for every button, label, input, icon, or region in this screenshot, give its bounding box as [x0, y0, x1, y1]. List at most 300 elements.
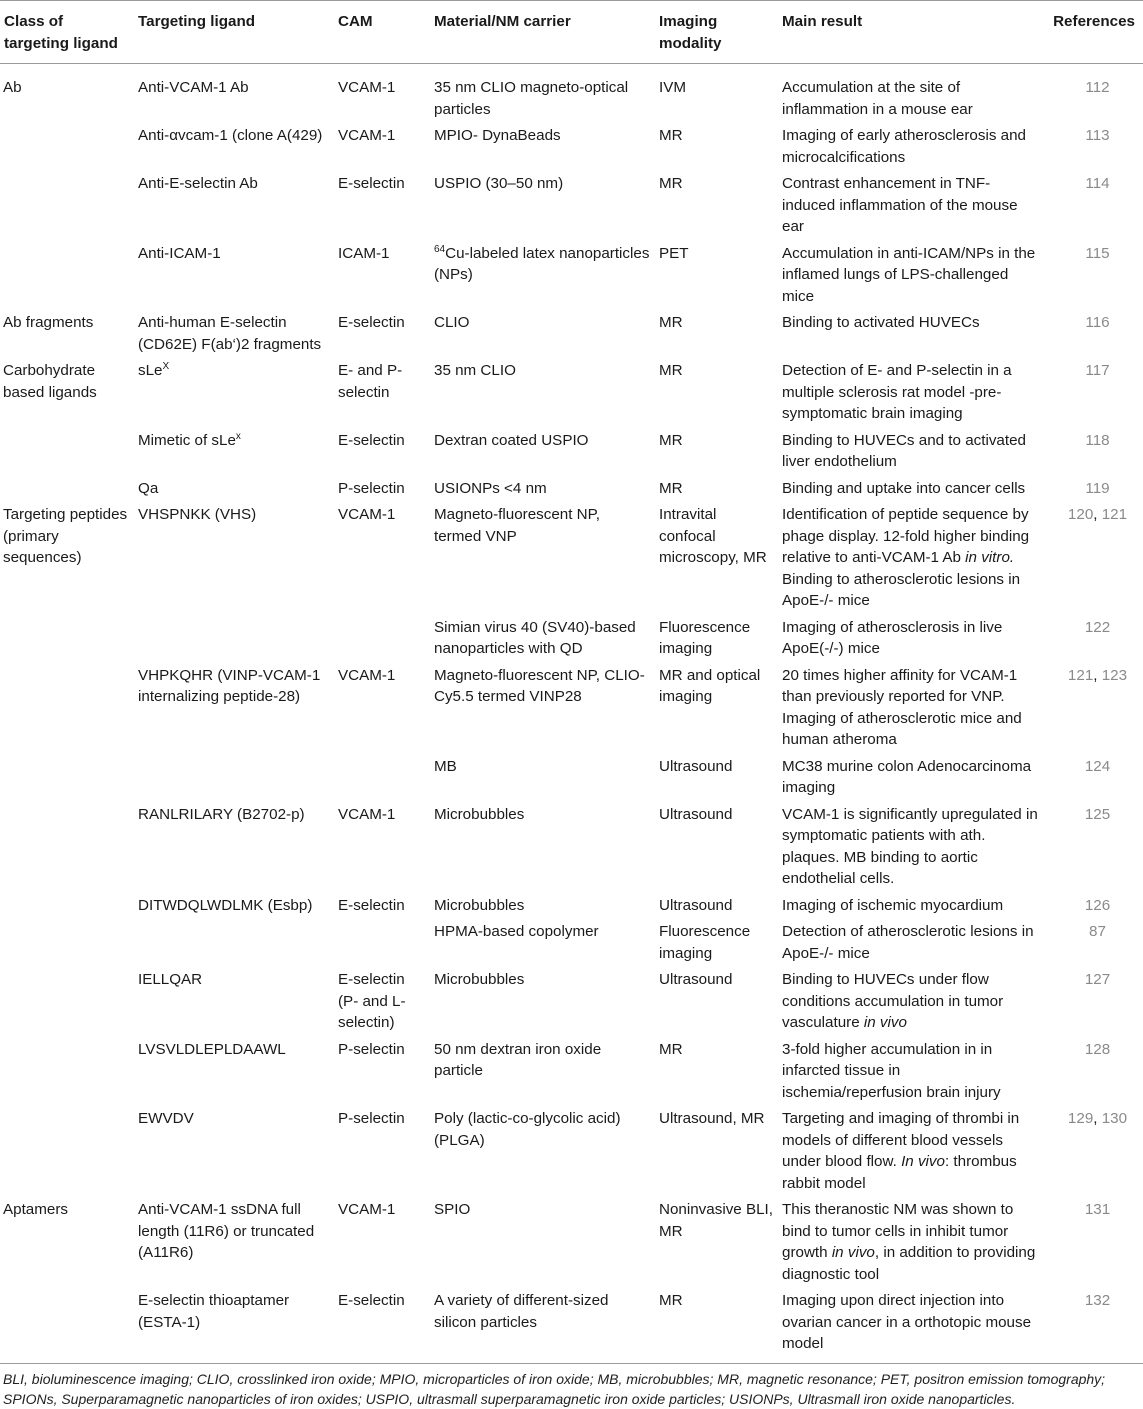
cell-references — [1042, 475, 1143, 502]
cell-ligand — [134, 1196, 334, 1287]
carrier-text: MB — [434, 757, 457, 775]
carrier-text: Cu-labeled latex nanoparticles (NPs) — [434, 244, 650, 283]
cell-result — [778, 309, 1042, 357]
cell-imaging — [655, 501, 778, 614]
cell-class — [0, 1196, 134, 1287]
table-row — [0, 1105, 1143, 1196]
cell-cam — [334, 892, 430, 919]
reference-link[interactable]: 131 — [1084, 1201, 1111, 1218]
cell-cam — [334, 427, 430, 475]
imaging-text: MR — [659, 175, 683, 192]
reference-link[interactable]: 120 — [1067, 506, 1094, 523]
cell-class — [0, 122, 134, 170]
cell-imaging — [655, 122, 778, 170]
header-imaging: Imaging modality — [655, 1, 778, 64]
cell-carrier — [430, 427, 655, 475]
cell-references — [1042, 892, 1143, 919]
cell-result — [778, 1287, 1042, 1363]
cam-text: VCAM-1 — [338, 127, 396, 144]
cell-references — [1042, 170, 1143, 240]
cell-references — [1042, 1287, 1143, 1363]
cam-text: E- and P-selectin — [338, 362, 403, 401]
cell-references — [1042, 64, 1143, 123]
cell-imaging — [655, 892, 778, 919]
cell-cam — [334, 662, 430, 753]
cell-result — [778, 501, 1042, 614]
reference-link[interactable]: 121 — [1067, 666, 1094, 684]
ligand-superscript: X — [162, 360, 170, 372]
table-header — [0, 1, 1143, 64]
reference-link[interactable]: 126 — [1084, 896, 1111, 914]
cell-result — [778, 918, 1042, 966]
cell-ligand — [134, 1105, 334, 1196]
cell-carrier — [430, 240, 655, 310]
table-row — [0, 614, 1143, 662]
cam-text: E-selectin — [338, 175, 405, 192]
cam-text: VCAM-1 — [338, 79, 396, 96]
cell-ligand — [134, 122, 334, 170]
cell-cam — [334, 309, 430, 357]
cell-ligand — [134, 753, 334, 801]
result-text: Binding to HUVECs under flow conditions accumulation in tumor vasculature — [782, 971, 1004, 1031]
cell-references — [1042, 309, 1143, 357]
cell-imaging — [655, 614, 778, 662]
cell-class — [0, 1036, 134, 1106]
cell-cam — [334, 1196, 430, 1287]
cell-carrier — [430, 918, 655, 966]
cell-imaging — [655, 1036, 778, 1106]
cell-imaging — [655, 1196, 778, 1287]
cell-cam — [334, 170, 430, 240]
imaging-text: MR and optical imaging — [659, 666, 761, 705]
carrier-text: Magneto-fluorescent NP, CLIO-Cy5.5 termed VINP28 — [434, 666, 645, 705]
class-text: Targeting peptides (primary sequences) — [3, 506, 128, 566]
cell-ligand — [134, 918, 334, 966]
cell-class — [0, 662, 134, 753]
result-text: VCAM-1 is significantly upregulated in symptomatic patients with ath. plaques. MB binding to aortic endothelial cells. — [782, 805, 1038, 887]
ligand-text: Anti-VCAM-1 ssDNA full length (11R6) or truncated (A11R6) — [138, 1201, 315, 1261]
cell-references: 120, 121 — [1067, 506, 1128, 523]
result-text: Detection of atherosclerotic lesions in ApoE-/- mice — [782, 923, 1034, 962]
cell-carrier — [430, 614, 655, 662]
table-row — [0, 64, 1143, 123]
cell-ligand — [134, 1287, 334, 1363]
cell-class — [0, 427, 134, 475]
reference-link[interactable]: 121 — [1101, 506, 1128, 523]
cell-references — [1042, 427, 1143, 475]
imaging-text: MR — [659, 479, 683, 497]
imaging-text: IVM — [659, 79, 687, 96]
reference-link[interactable]: 132 — [1084, 1292, 1111, 1309]
table-row — [0, 475, 1143, 502]
imaging-text: Noninvasive BLI, MR — [659, 1201, 773, 1240]
carrier-text: Microbubbles — [434, 971, 525, 988]
cam-text: VCAM-1 — [338, 1201, 396, 1218]
cell-class — [0, 966, 134, 1036]
reference-link[interactable]: 117 — [1085, 362, 1110, 379]
cell-carrier — [430, 1196, 655, 1287]
cell-ligand — [134, 892, 334, 919]
reference-link[interactable]: 112 — [1085, 79, 1110, 96]
cell-class — [0, 475, 134, 502]
cam-text: VCAM-1 — [338, 506, 396, 523]
ligand-text: RANLRILARY (B2702-p) — [138, 805, 305, 823]
cell-ligand — [134, 64, 334, 123]
cell-result — [778, 240, 1042, 310]
carrier-superscript: 64 — [434, 243, 446, 255]
cell-imaging — [655, 1105, 778, 1196]
cell-result — [778, 892, 1042, 919]
cell-ligand — [134, 309, 334, 357]
ligand-text: Anti-E-selectin Ab — [138, 175, 258, 192]
cell-imaging — [655, 240, 778, 310]
table-row — [0, 1287, 1143, 1363]
reference-link[interactable]: 119 — [1085, 479, 1110, 497]
reference-link[interactable]: 127 — [1084, 971, 1111, 988]
result-emphasis: in vivo — [863, 1014, 907, 1031]
cam-text: P-selectin — [338, 479, 405, 497]
ligand-text: Anti-human E-selectin (CD62E) F(ab‘)2 fragments — [138, 314, 322, 353]
imaging-text: MR — [659, 1292, 683, 1309]
carrier-text: Simian virus 40 (SV40)-based nanoparticles with QD — [434, 618, 636, 657]
cell-class — [0, 501, 134, 614]
result-text: Binding and uptake into cancer cells — [782, 479, 1026, 497]
cell-class — [0, 170, 134, 240]
cell-cam — [334, 1105, 430, 1196]
cell-cam — [334, 1287, 430, 1363]
cell-result — [778, 753, 1042, 801]
ligand-text: Anti-VCAM-1 Ab — [138, 79, 249, 96]
cell-cam — [334, 475, 430, 502]
table-row — [0, 662, 1143, 753]
cell-ligand — [134, 357, 334, 427]
imaging-text: Fluorescence imaging — [659, 923, 751, 962]
cell-result — [778, 801, 1042, 892]
cell-class — [0, 240, 134, 310]
cell-references — [1042, 240, 1143, 310]
imaging-text: Ultrasound, MR — [659, 1110, 765, 1127]
table-row — [0, 427, 1143, 475]
ligand-text: LVSVLDLEPLDAAWL — [138, 1040, 286, 1058]
table-row — [0, 501, 1143, 614]
cell-result — [778, 170, 1042, 240]
cell-result — [778, 662, 1042, 753]
reference-link[interactable]: 125 — [1084, 805, 1111, 823]
result-tail: , in addition to providing diagnostic tool — [782, 1244, 1036, 1283]
reference-link[interactable]: 129 — [1067, 1110, 1094, 1127]
ligand-text: DITWDQLWDLMK (Esbp) — [138, 896, 313, 914]
cell-references — [1042, 614, 1143, 662]
cell-carrier — [430, 1036, 655, 1106]
cell-cam — [334, 357, 430, 427]
carrier-text: A variety of different-sized silicon particles — [434, 1292, 609, 1331]
cell-carrier — [430, 892, 655, 919]
imaging-text: Ultrasound — [659, 971, 733, 988]
carrier-text: Dextran coated USPIO — [434, 431, 589, 449]
cell-cam — [334, 501, 430, 614]
cell-ligand — [134, 662, 334, 753]
cell-references — [1042, 801, 1143, 892]
carrier-text: SPIO — [434, 1201, 471, 1218]
reference-link[interactable]: 124 — [1084, 757, 1111, 775]
result-text: This theranostic NM was shown to bind to tumor cells in inhibit tumor growth — [782, 1201, 1014, 1261]
cell-result — [778, 64, 1042, 123]
cell-result — [778, 614, 1042, 662]
table-body — [0, 64, 1143, 1364]
cell-result — [778, 475, 1042, 502]
cell-carrier — [430, 170, 655, 240]
result-tail: Binding to atherosclerotic lesions in ApoE-/- mice — [782, 570, 1021, 609]
result-text: 3-fold higher accumulation in in infarcted tissue in ischemia/reperfusion brain injury — [782, 1040, 1001, 1101]
cam-text: E-selectin — [338, 1292, 405, 1309]
cell-result — [778, 427, 1042, 475]
cell-class — [0, 64, 134, 123]
cell-class — [0, 892, 134, 919]
table-row — [0, 892, 1143, 919]
table-row — [0, 1196, 1143, 1287]
result-text: MC38 murine colon Adenocarcinoma imaging — [782, 757, 1032, 796]
cell-references — [1042, 918, 1143, 966]
result-text: Accumulation at the site of inflammation in a mouse ear — [782, 79, 973, 118]
imaging-text: Ultrasound — [659, 805, 733, 823]
table-row — [0, 240, 1143, 310]
cell-imaging — [655, 427, 778, 475]
cell-result — [778, 966, 1042, 1036]
ligand-text: IELLQAR — [138, 971, 203, 988]
carrier-text: Magneto-fluorescent NP, termed VNP — [434, 506, 601, 545]
carrier-text: USIONPs <4 nm — [434, 479, 547, 497]
cell-carrier — [430, 122, 655, 170]
cell-carrier — [430, 966, 655, 1036]
reference-link[interactable]: 113 — [1085, 127, 1110, 144]
cell-cam — [334, 801, 430, 892]
table-row — [0, 122, 1143, 170]
ligand-text: EWVDV — [138, 1110, 194, 1127]
result-emphasis: in vitro. — [965, 549, 1015, 566]
result-text: Targeting and imaging of thrombi in models of different blood vessels under blood flow. — [782, 1110, 1020, 1170]
carrier-text: 50 nm dextran iron oxide particle — [434, 1040, 602, 1079]
header-cam: CAM — [334, 1, 430, 64]
cam-text: E-selectin — [338, 431, 405, 449]
imaging-text: Intravital confocal microscopy, MR — [659, 506, 767, 566]
ligand-text: Qa — [138, 479, 159, 497]
class-text: Ab — [3, 79, 22, 96]
cell-ligand — [134, 427, 334, 475]
imaging-text: MR — [659, 362, 683, 379]
ligand-text: sLe — [138, 362, 163, 379]
table-row — [0, 170, 1143, 240]
imaging-text: Ultrasound — [659, 896, 733, 914]
cell-class — [0, 357, 134, 427]
ligand-text: Anti-αvcam-1 (clone A(429) — [138, 127, 323, 144]
header-row — [0, 1, 1143, 64]
cell-references: 121, 123 — [1067, 666, 1128, 684]
cell-result — [778, 1036, 1042, 1106]
cell-cam — [334, 966, 430, 1036]
cell-references — [1042, 753, 1143, 801]
cell-carrier — [430, 501, 655, 614]
result-text: Imaging upon direct injection into ovarian cancer in a orthotopic mouse model — [782, 1292, 1032, 1352]
header-result: Main result — [778, 1, 1042, 64]
cell-imaging — [655, 170, 778, 240]
carrier-text: Microbubbles — [434, 805, 525, 823]
result-text: Imaging of early atherosclerosis and microcalcifications — [782, 127, 1026, 166]
table-row — [0, 918, 1143, 966]
cell-carrier — [430, 1287, 655, 1363]
header-carrier: Material/NM carrier — [430, 1, 655, 64]
cell-carrier — [430, 801, 655, 892]
carrier-text: Microbubbles — [434, 896, 525, 914]
carrier-text: MPIO- DynaBeads — [434, 127, 561, 144]
cell-carrier — [430, 475, 655, 502]
cell-imaging — [655, 475, 778, 502]
cell-ligand — [134, 801, 334, 892]
cell-ligand — [134, 475, 334, 502]
cell-cam — [334, 240, 430, 310]
reference-link[interactable]: 114 — [1085, 175, 1110, 192]
cell-ligand — [134, 614, 334, 662]
cell-carrier — [430, 662, 655, 753]
table-footnote: BLI, bioluminescence imaging; CLIO, crosslinked iron oxide; MPIO, microparticles of iron oxide; MB, microbubbles; MR, magnetic resonance; PET, positron emission tomography; SPIONs, Superparamagnetic nanoparticles of iron oxides; USPIO, ultrasmall superparamagnetic iron oxide particles; USIONPs, Ultrasmall iron oxide nanoparticles. — [3, 1370, 1106, 1407]
class-text: Ab fragments — [3, 314, 94, 331]
reference-link[interactable]: 128 — [1084, 1040, 1111, 1058]
cam-text: VCAM-1 — [338, 666, 396, 684]
carrier-text: 35 nm CLIO — [434, 362, 516, 379]
reference-link[interactable]: 123 — [1101, 666, 1128, 684]
cell-carrier — [430, 1105, 655, 1196]
cell-cam — [334, 753, 430, 801]
cell-ligand — [134, 1036, 334, 1106]
reference-link[interactable]: 118 — [1085, 431, 1110, 449]
table-row — [0, 1036, 1143, 1106]
cell-references — [1042, 357, 1143, 427]
cell-result — [778, 357, 1042, 427]
cell-imaging — [655, 662, 778, 753]
cell-imaging — [655, 918, 778, 966]
cell-carrier — [430, 753, 655, 801]
cell-carrier — [430, 357, 655, 427]
cell-class — [0, 309, 134, 357]
cam-text: P-selectin — [338, 1040, 405, 1058]
table-row — [0, 357, 1143, 427]
cell-imaging — [655, 357, 778, 427]
reference-link[interactable]: 115 — [1085, 244, 1110, 262]
carrier-text: 35 nm CLIO magneto-optical particles — [434, 79, 629, 118]
ligand-text: E-selectin thioaptamer (ESTA-1) — [138, 1292, 290, 1331]
cell-cam — [334, 918, 430, 966]
result-text: Binding to activated HUVECs — [782, 314, 980, 331]
result-tail: : thrombus rabbit model — [782, 1153, 1017, 1192]
cell-references — [1042, 122, 1143, 170]
cell-cam — [334, 122, 430, 170]
cell-class — [0, 753, 134, 801]
cell-cam — [334, 1036, 430, 1106]
result-text: Imaging of ischemic myocardium — [782, 896, 1004, 914]
table-row — [0, 753, 1143, 801]
carrier-text: USPIO (30–50 nm) — [434, 175, 564, 192]
result-text: Imaging of atherosclerosis in live ApoE(-/-) mice — [782, 618, 1003, 657]
cell-references — [1042, 966, 1143, 1036]
cell-references — [1042, 1036, 1143, 1106]
cell-class — [0, 1105, 134, 1196]
header-references: References — [1042, 1, 1143, 64]
imaging-text: MR — [659, 431, 683, 449]
header-ligand: Targeting ligand — [134, 1, 334, 64]
result-text: 20 times higher affinity for VCAM-1 than previously reported for VNP. Imaging of atherosclerotic mice and human atheroma — [782, 666, 1022, 748]
result-text: Detection of E- and P-selectin in a multiple sclerosis rat model -pre-symptomatic brain imaging — [782, 362, 1012, 422]
imaging-text: PET — [659, 244, 689, 262]
table-row — [0, 801, 1143, 892]
imaging-text: MR — [659, 127, 683, 144]
result-text: Binding to HUVECs and to activated liver endothelium — [782, 431, 1026, 470]
result-text: Accumulation in anti-ICAM/NPs in the inflamed lungs of LPS-challenged mice — [782, 244, 1036, 305]
cell-cam — [334, 64, 430, 123]
cam-text: P-selectin — [338, 1110, 405, 1127]
imaging-text: MR — [659, 1040, 683, 1058]
imaging-text: Ultrasound — [659, 757, 733, 775]
reference-link[interactable]: 130 — [1101, 1110, 1128, 1127]
cell-result — [778, 1105, 1042, 1196]
ligand-text: Anti-ICAM-1 — [138, 244, 221, 262]
carrier-text: CLIO — [434, 314, 470, 331]
ligand-text: VHPKQHR (VINP-VCAM-1 internalizing peptide-28) — [138, 666, 321, 705]
cell-ligand — [134, 501, 334, 614]
cell-ligand — [134, 170, 334, 240]
cell-carrier — [430, 309, 655, 357]
reference-link[interactable]: 87 — [1089, 923, 1106, 940]
cell-ligand — [134, 966, 334, 1036]
cam-text: VCAM-1 — [338, 805, 396, 823]
result-emphasis: in vivo — [831, 1244, 875, 1261]
result-text: Contrast enhancement in TNF-induced inflammation of the mouse ear — [782, 175, 1018, 235]
cell-result — [778, 122, 1042, 170]
cell-class — [0, 918, 134, 966]
cell-result — [778, 1196, 1042, 1287]
cell-imaging — [655, 309, 778, 357]
table-row — [0, 966, 1143, 1036]
imaging-text: Fluorescence imaging — [659, 618, 751, 657]
cell-imaging — [655, 1287, 778, 1363]
reference-link[interactable]: 122 — [1084, 618, 1111, 636]
ligand-text: Mimetic of sLe — [138, 431, 236, 449]
ligand-text: VHSPNKK (VHS) — [138, 506, 257, 523]
cam-text: E-selectin — [338, 896, 405, 914]
reference-link[interactable]: 116 — [1085, 314, 1110, 331]
result-text: Identification of peptide sequence by phage display. 12-fold higher binding relative to anti-VCAM-1 Ab — [782, 506, 1030, 566]
table-row — [0, 309, 1143, 357]
cell-ligand — [134, 240, 334, 310]
class-text: Aptamers — [3, 1201, 68, 1218]
cam-text: E-selectin (P- and L-selectin) — [338, 971, 406, 1031]
cell-cam — [334, 614, 430, 662]
cell-imaging — [655, 753, 778, 801]
header-class: Class of targeting ligand — [0, 1, 134, 64]
result-emphasis: In vivo — [901, 1153, 945, 1170]
cell-references: 129, 130 — [1067, 1110, 1128, 1127]
ligand-superscript: x — [235, 430, 241, 442]
cell-imaging — [655, 801, 778, 892]
cell-references — [1042, 1196, 1143, 1287]
cell-class — [0, 614, 134, 662]
carrier-text: HPMA-based copolymer — [434, 923, 599, 940]
imaging-text: MR — [659, 314, 683, 331]
cam-text: ICAM-1 — [338, 244, 390, 262]
carrier-text: Poly (lactic-co-glycolic acid) (PLGA) — [434, 1110, 621, 1149]
cam-text: E-selectin — [338, 314, 405, 331]
cell-imaging — [655, 966, 778, 1036]
cell-class — [0, 801, 134, 892]
cell-carrier — [430, 64, 655, 123]
